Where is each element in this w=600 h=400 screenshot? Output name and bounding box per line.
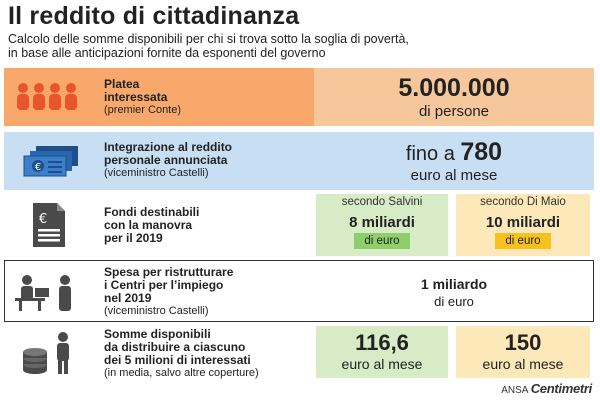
svg-text:€: € (38, 212, 48, 227)
somme-left-box (316, 326, 448, 378)
row-somme (4, 326, 594, 380)
platea-value-main: 5.000.000 (398, 74, 510, 102)
row-spesa (4, 260, 594, 322)
integrazione-value-main: 780 (460, 138, 503, 166)
somme-right-main: 150 (504, 330, 542, 355)
spesa-label (104, 266, 233, 318)
fondi-salvini-head: secondo Salvini (341, 196, 423, 208)
platea-label-line2: interessata (104, 90, 168, 104)
somme-label-line1: Somme disponibili (104, 327, 211, 341)
fondi-label (104, 206, 199, 245)
somme-right-box (456, 326, 590, 378)
platea-label-sub: (premier Conte) (104, 104, 182, 116)
integrazione-label-sub: (viceministro Castelli) (104, 167, 209, 179)
spesa-label-line1: Spesa per ristrutturare (104, 265, 234, 279)
footer-brand: Centimetri (530, 381, 592, 396)
integrazione-label-line2: personale annunciata (104, 153, 228, 167)
spesa-value-sub: di euro (434, 294, 474, 309)
somme-right-sub: euro al mese (482, 356, 564, 372)
spesa-label-sub: (viceministro Castelli) (104, 305, 209, 317)
fondi-salvini-unit: di euro (354, 233, 409, 249)
subtitle-line-1: Calcolo delle somme disponibili per chi si trova sotto la soglia di povertà, (8, 32, 409, 46)
platea-value-sub: di persone (418, 103, 490, 120)
spesa-value (314, 276, 594, 309)
integrazione-value-line (314, 138, 594, 167)
subtitle-line-2: in base alle anticipazioni fornite da esponenti del governo (8, 46, 326, 60)
spesa-label-line3: nel 2019 (104, 291, 152, 305)
fondi-dimaio-unit: di euro (495, 233, 550, 249)
document-euro-icon (4, 194, 94, 256)
page-title: Il reddito di cittadinanza (8, 2, 300, 30)
spesa-value-main: 1 miliardo (420, 276, 488, 292)
somme-label-line3: dei 5 milioni di interessati (104, 353, 251, 367)
fondi-salvini-main: 8 miliardi (349, 214, 415, 231)
somme-label-line2: da distribuire a ciascuno (104, 340, 246, 354)
spesa-label-line2: i Centri per l’impiego (104, 278, 224, 292)
fondi-dimaio-head: secondo Di Maio (480, 196, 566, 208)
fondi-dimaio-box (456, 194, 590, 256)
footer-agency: ANSA (501, 385, 528, 396)
integrazione-value-sub: euro al mese (410, 167, 498, 184)
people-group-icon (4, 68, 94, 126)
fondi-salvini-box (316, 194, 448, 256)
coins-person-icon (4, 326, 94, 380)
platea-label (104, 78, 181, 117)
integrazione-value (314, 138, 594, 184)
integrazione-value-prefix: fino a (405, 143, 461, 165)
somme-label (104, 328, 259, 380)
somme-left-sub: euro al mese (341, 356, 423, 372)
row-platea (4, 68, 594, 126)
somme-left-main: 116,6 (355, 330, 409, 355)
fondi-label-line2: con la manovra (104, 218, 193, 232)
row-integrazione (4, 132, 594, 190)
fondi-label-line3: per il 2019 (104, 231, 163, 245)
row-fondi (4, 194, 594, 256)
svg-text:€: € (34, 162, 42, 173)
platea-label-line1: Platea (104, 77, 140, 91)
integrazione-label-line1: Integrazione al reddito (104, 140, 233, 154)
somme-label-sub: (in media, salvo altre coperture) (104, 367, 259, 379)
fondi-label-line1: Fondi destinabili (104, 205, 200, 219)
integrazione-label (104, 141, 232, 180)
job-center-desk-icon (4, 260, 94, 322)
euro-banknotes-icon (4, 132, 94, 190)
fondi-dimaio-main: 10 miliardi (485, 214, 561, 231)
page-subtitle (8, 32, 598, 60)
footer-credit (501, 381, 592, 396)
platea-value (314, 74, 594, 120)
